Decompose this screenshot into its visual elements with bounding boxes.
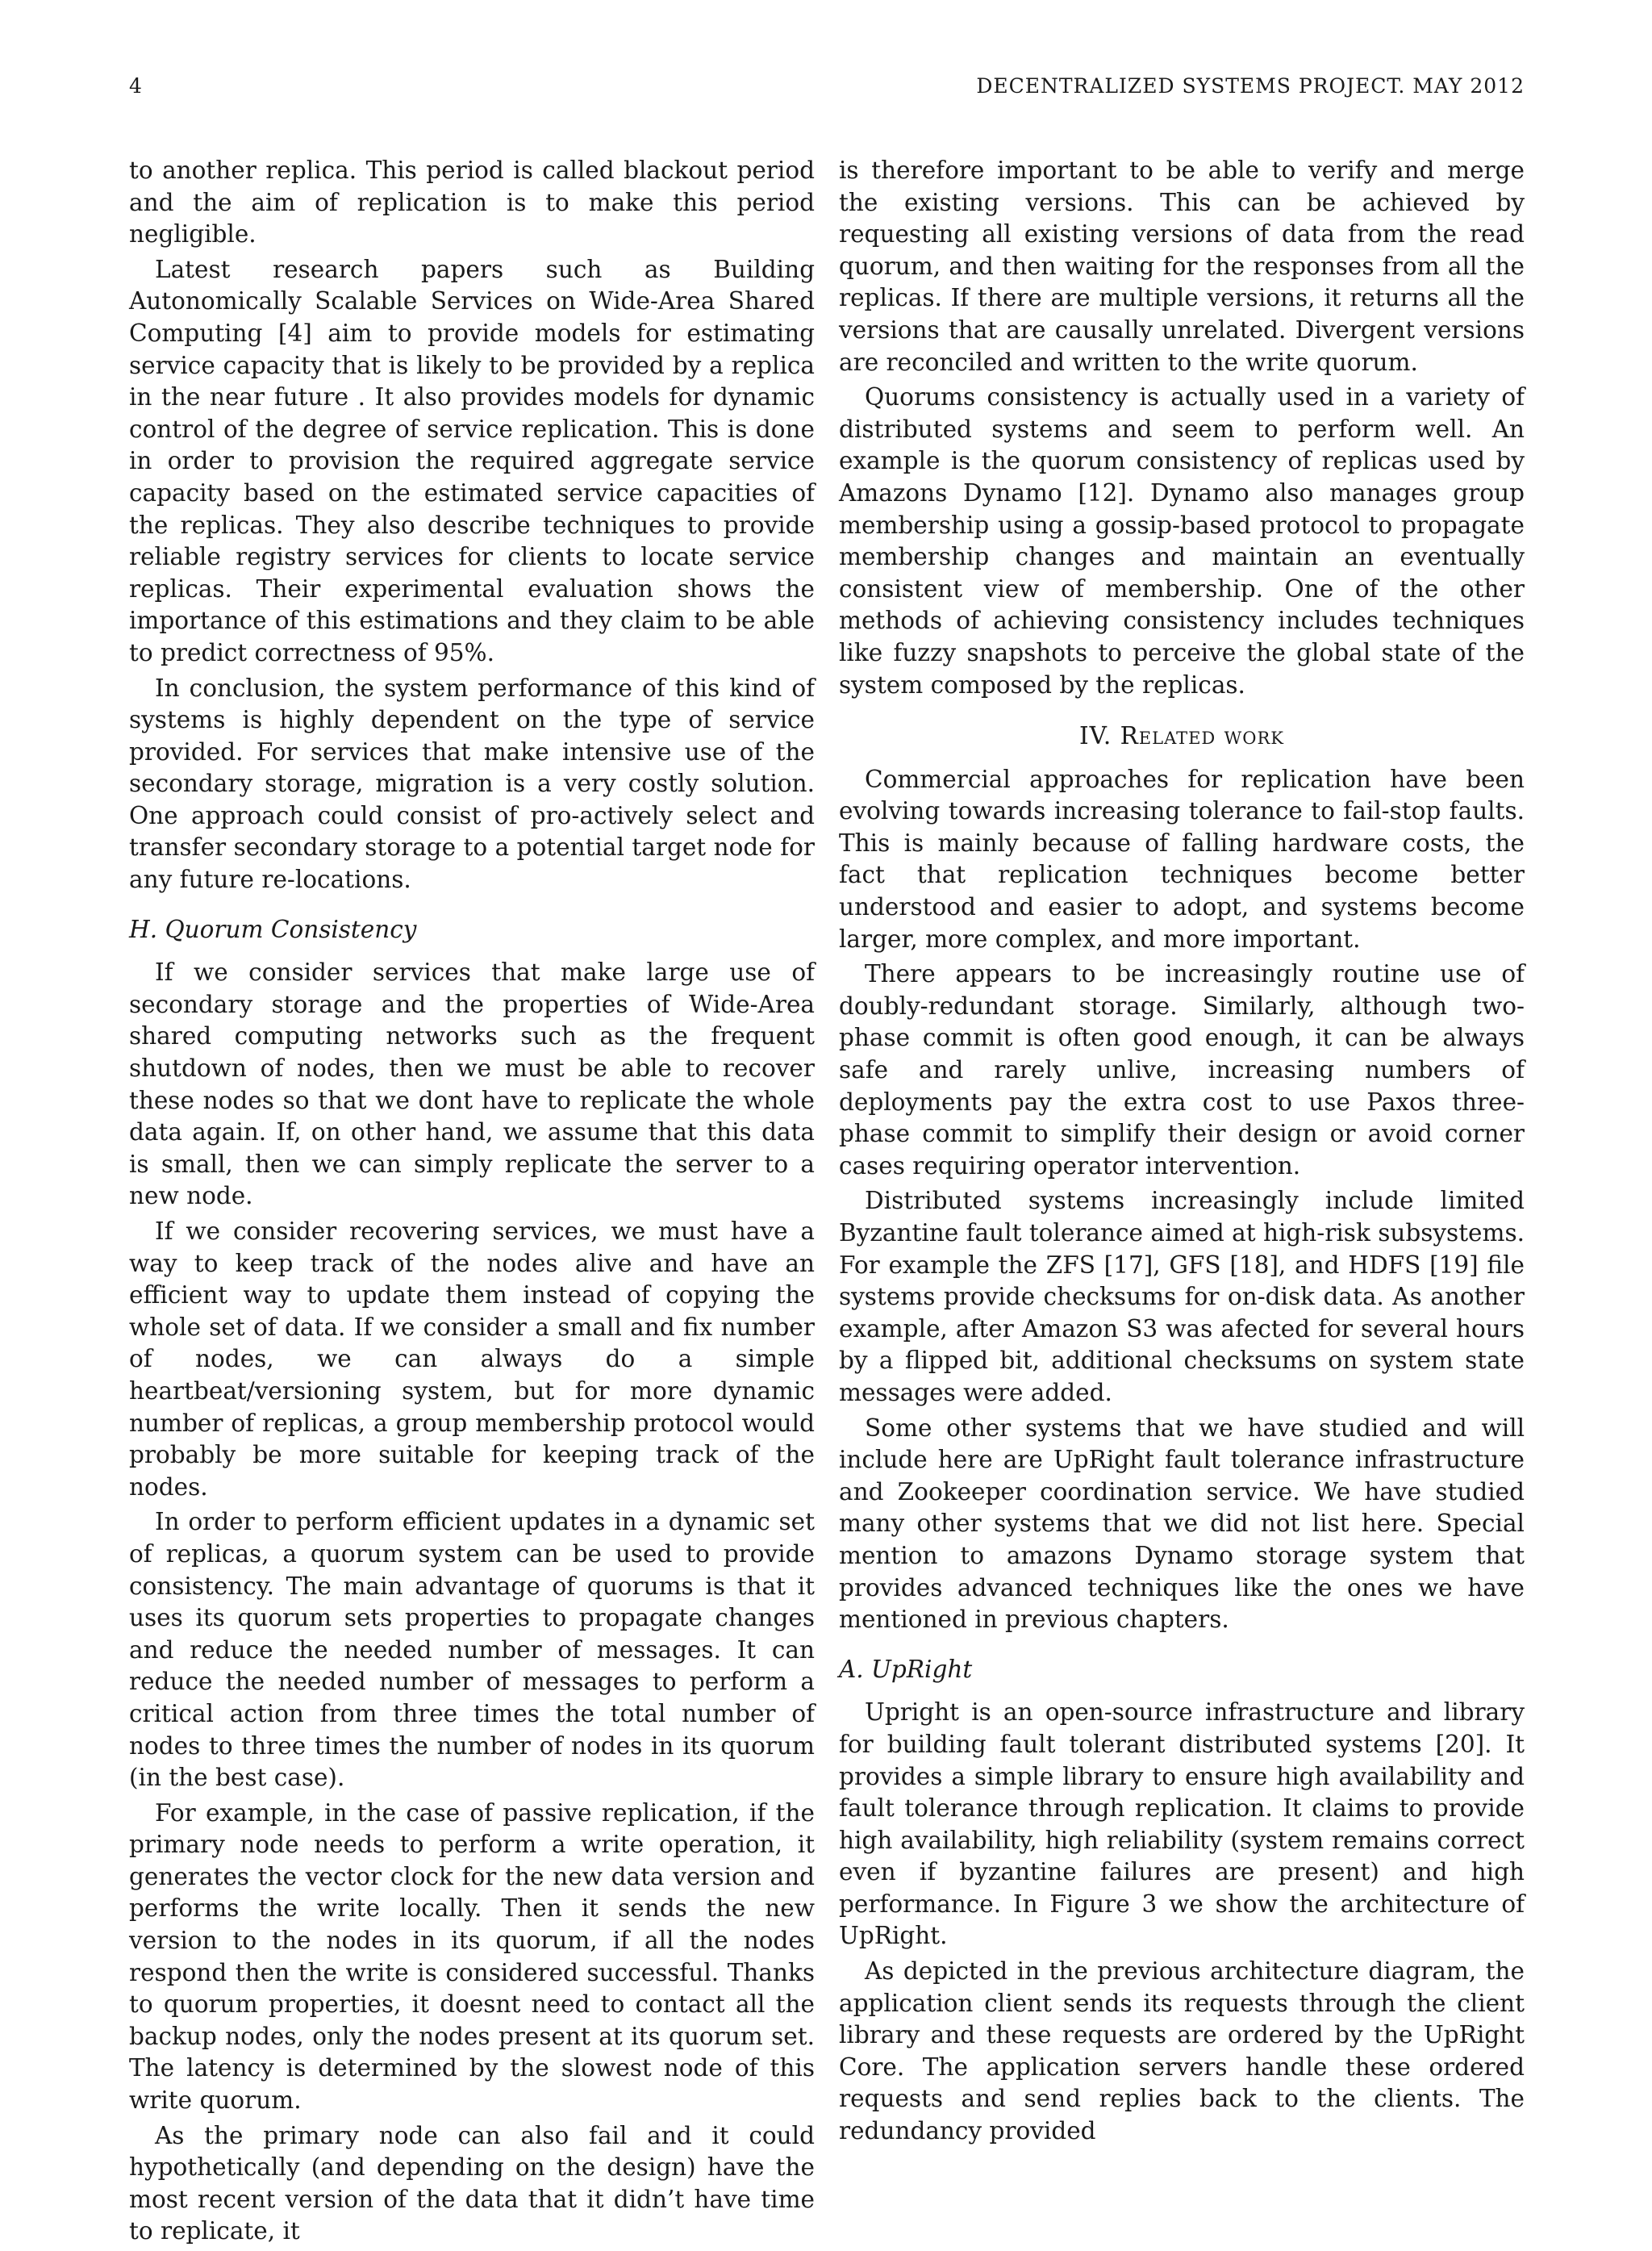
paragraph: Distributed systems increasingly include limited Byzantine fault tolerance aimed at high-risk subsystems. For example the ZFS [17], GFS [18], and HDFS [19] file systems provide checksums for on-disk data. As another example, after Amazon S3 was afected for several hours by a flipped bit, additional checksums on system state messages were added.: [839, 1187, 1525, 1406]
paragraph: If we consider services that make large use of secondary storage and the properties of Wide-Area shared computing networks such as the frequent shutdown of nodes, then we must be able to recover these nodes so that we dont have to replicate the whole data again. If, on other hand, we assume that this data is small, then we can simply replicate the server to a new node.: [129, 958, 815, 1210]
paragraph: There appears to be increasingly routine use of doubly-redundant storage. Similarly, although two-phase commit is often good enough, it can be always safe and rarely unlive, increasing numbers of deployments pay the extra cost to use Paxos three-phase commit to simplify their design or avoid corner cases requiring operator intervention.: [839, 960, 1525, 1180]
paragraph: As depicted in the previous architecture diagram, the application client sends its requests through the client library and these requests are ordered by the UpRight Core. The application servers handle these ordered requests and send replies back to the clients. The redundancy provided: [839, 1957, 1525, 2145]
paragraph: Upright is an open-source infrastructure and library for building fault tolerant distributed systems [20]. It provides a simple library to ensure high availability and fault tolerance through replication. It claims to provide high availability, high reliability (system remains correct even if byzantine failures are present) and high performance. In Figure 3 we show the architecture of UpRight.: [839, 1698, 1525, 1950]
paragraph: Commercial approaches for replication have been evolving towards increasing tolerance to fail-stop faults. This is mainly because of falling hardware costs, the fact that replication techniques become better understood and easier to adopt, and systems become larger, more complex, and more important.: [839, 765, 1525, 953]
page-header: [129, 74, 1525, 106]
paragraph: Some other systems that we have studied and will include here are UpRight fault tolerance infrastructure and Zookeeper coordination service. We have studied many other systems that we did not list here. Special mention to amazons Dynamo storage system that provides advanced techniques like the ones we have mentioned in previous chapters.: [839, 1414, 1525, 1634]
paragraph: to another replica. This period is called blackout period and the aim of replication is to make this period negligible.: [129, 157, 815, 248]
paragraph: In order to perform efficient updates in a dynamic set of replicas, a quorum system can be used to provide consistency. The main advantage of quorums is that it uses its quorum sets properties to propagate changes and reduce the needed number of messages. It can reduce the needed number of messages to perform a critical action from three times the total number of nodes to three times the number of nodes in its quorum (in the best case).: [129, 1508, 815, 1792]
paragraph: In conclusion, the system performance of this kind of systems is highly dependent on the type of service provided. For services that make intensive use of the secondary storage, migration is a very costly solution. One approach could consist of pro-actively select and transfer secondary storage to a potential target node for any future re-locations.: [129, 674, 815, 894]
left-column: [129, 155, 815, 2251]
section-heading-related-work: IV. Related work: [1079, 722, 1284, 750]
paragraph: Latest research papers such as Building Autonomically Scalable Services on Wide-Area Shared Computing [4] aim to provide models for estimating service capacity that is likely to be provided by a replica in the near future . It also provides models for dynamic control of the degree of service replication. This is done in order to provision the required aggregate service capacity based on the estimated service capacities of the replicas. They also describe techniques to provide reliable registry services for clients to locate service replicas. Their experimental evaluation shows the importance of this estimations and they claim to be able to predict correctness of 95%.: [129, 255, 815, 666]
paragraph: Quorums consistency is actually used in a variety of distributed systems and seem to perform well. An example is the quorum consistency of replicas used by Amazons Dynamo [12]. Dynamo also manages group membership using a gossip-based protocol to propagate membership changes and maintain an eventually consistent view of membership. One of the other methods of achieving consistency includes techniques like fuzzy snapshots to perceive the global state of the system composed by the replicas.: [839, 383, 1525, 699]
subsection-heading-quorum-consistency: H. Quorum Consistency: [129, 915, 417, 943]
paragraph: As the primary node can also fail and it could hypothetically (and depending on the design) have the most recent version of the data that it didn’t have time to replicate, it: [129, 2121, 815, 2245]
paragraph: For example, in the case of passive replication, if the primary node needs to perform a write operation, it generates the vector clock for the new data version and performs the write locally. Then it sends the new version to the nodes in its quorum, if all the nodes respond then the write is considered successful. Thanks to quorum properties, it doesnt need to contact all the backup nodes, only the nodes present at its quorum set. The latency is determined by the slowest node of this write quorum.: [129, 1798, 815, 2115]
paragraph: If we consider recovering services, we must have a way to keep track of the nodes alive and have an efficient way to update them instead of copying the whole set of data. If we consider a small and fix number of nodes, we can always do a simple heartbeat/versioning system, but for more dynamic number of replicas, a group membership protocol would probably be more suitable for keeping track of the nodes.: [129, 1217, 815, 1501]
running-title: DECENTRALIZED SYSTEMS PROJECT. MAY 2012: [976, 74, 1525, 98]
paragraph: is therefore important to be able to verify and merge the existing versions. This can be achieved by requesting all existing versions of data from the read quorum, and then waiting for the responses from all the replicas. If there are multiple versions, it returns all the versions that are causally unrelated. Divergent versions are reconciled and written to the write quorum.: [839, 157, 1525, 376]
page-number: 4: [129, 74, 143, 98]
subsection-heading-upright: A. UpRight: [839, 1655, 973, 1683]
right-column: [839, 155, 1525, 2151]
